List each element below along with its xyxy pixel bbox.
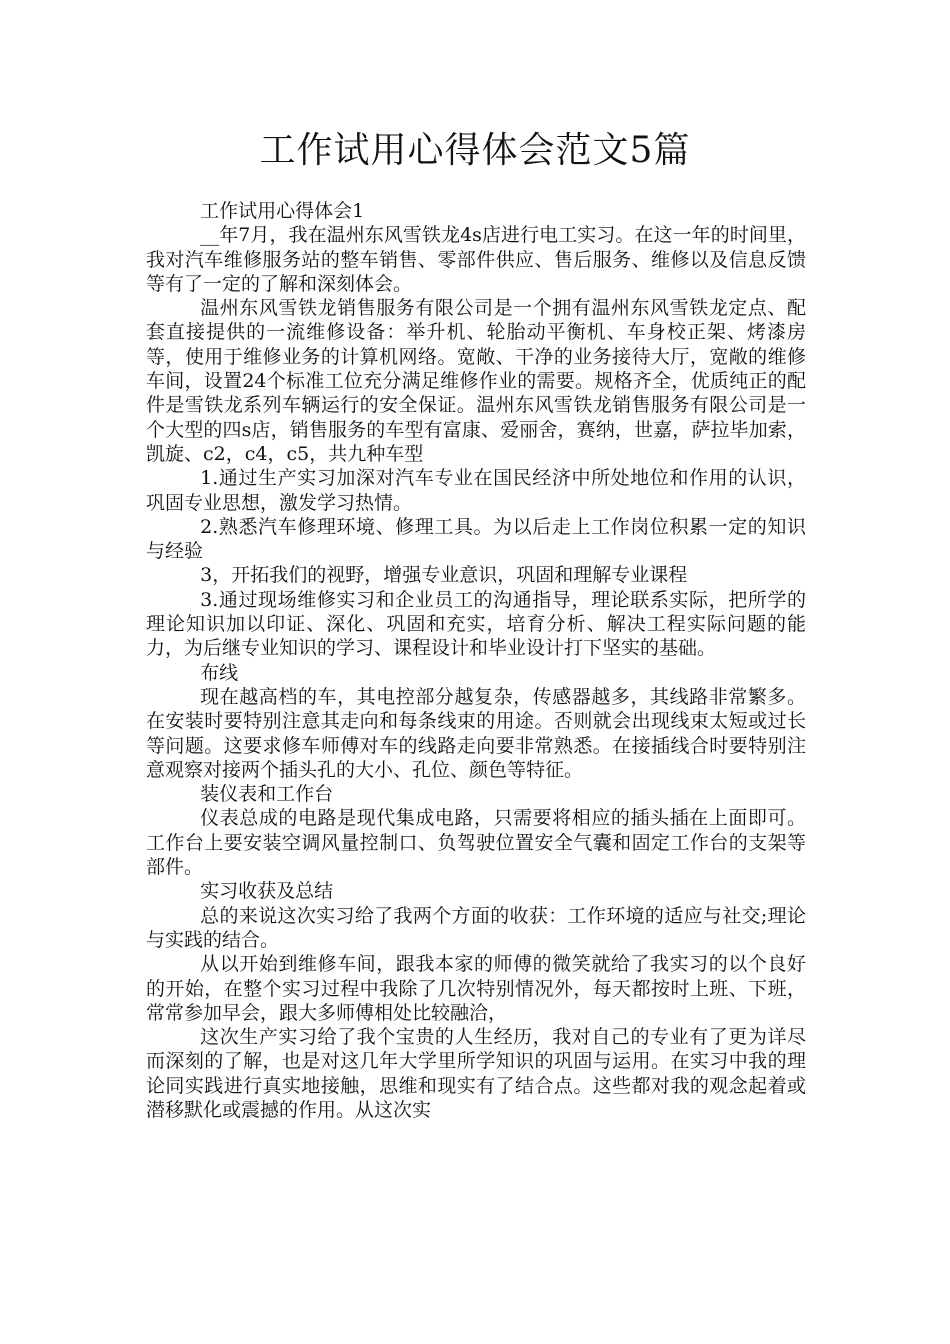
paragraph-subheading: 实习收获及总结 xyxy=(200,880,334,903)
document-title: 工作试用心得体会范文5篇 xyxy=(259,130,691,171)
paragraph: 现在越高档的车，其电控部分越复杂，传感器越多，其线路非常繁多。在安装时要特别注意其走向和每条线束的用途。否则就会出现线束太短或过长等问题。这要求修车师傅对车的线路走向要非常熟悉。在接插线合时要特别注意观察对接两个插头孔的大小、孔位、颜色等特征。 xyxy=(146,685,806,781)
paragraph: 2.熟悉汽车修理环境、修理工具。为以后走上工作岗位积累一定的知识与经验 xyxy=(146,515,806,563)
paragraph: 总的来说这次实习给了我两个方面的收获：工作环境的适应与社交;理论与实践的结合。 xyxy=(146,904,806,951)
paragraph-subheading: 布线 xyxy=(200,661,239,684)
paragraph: 这次生产实习给了我个宝贵的人生经历，我对自己的专业有了更为详尽而深刻的了解，也是对这几年大学里所学知识的巩固与运用。在实习中我的理论同实践进行真实地接触，思维和现实有了结合点。这些都对我的观念起着或潜移默化或震撼的作用。从这次实 xyxy=(146,1026,806,1121)
paragraph: 1.通过生产实习加深对汽车专业在国民经济中所处地位和作用的认识，巩固专业思想，激发学习热情。 xyxy=(146,467,806,514)
paragraph: 3，开拓我们的视野，增强专业意识，巩固和理解专业课程 xyxy=(200,564,688,587)
paragraph: __年7月，我在温州东风雪铁龙4s店进行电工实习。在这一年的时间里，我对汽车维修服务站的整车销售、零部件供应、售后服务、维修以及信息反馈等有了一定的了解和深刻体会。 xyxy=(146,224,806,295)
paragraph-section-heading: 工作试用心得体会1 xyxy=(200,200,365,222)
paragraph-subheading: 装仪表和工作台 xyxy=(200,783,334,806)
paragraph: 从以开始到维修车间，跟我本家的师傅的微笑就给了我实习的以个良好的开始，在整个实习过程中我除了几次特别情况外，每天都按时上班、下班，常常参加早会，跟大多师傅相处比较融洽， xyxy=(146,953,806,1024)
paragraph: 仪表总成的电路是现代集成电路，只需要将相应的插头插在上面即可。工作台上要安装空调风量控制口、负驾驶位置安全气囊和固定工作台的支架等部件。 xyxy=(146,807,806,879)
document-body xyxy=(146,199,806,1122)
paragraph: 3.通过现场维修实习和企业员工的沟通指导，理论联系实际，把所学的理论知识加以印证、深化、巩固和充实，培育分析、解决工程实际问题的能力，为后继专业知识的学习、课程设计和毕业设计打下坚实的基础。 xyxy=(146,588,806,660)
paragraph: 温州东风雪铁龙销售服务有限公司是一个拥有温州东风雪铁龙定点、配套直接提供的一流维修设备：举升机、轮胎动平衡机、车身校正架、烤漆房等，使用于维修业务的计算机网络。宽敞、干净的业务接待大厅，宽敞的维修车间，设置24个标准工位充分满足维修作业的需要。规格齐全，优质纯正的配件是雪铁龙系列车辆运行的安全保证。温州东风雪铁龙销售服务有限公司是一个大型的四s店，销售服务的车型有富康、爱丽舍，赛纳，世嘉，萨拉毕加索，凯旋、c2，c4，c5，共九种车型 xyxy=(146,297,806,465)
